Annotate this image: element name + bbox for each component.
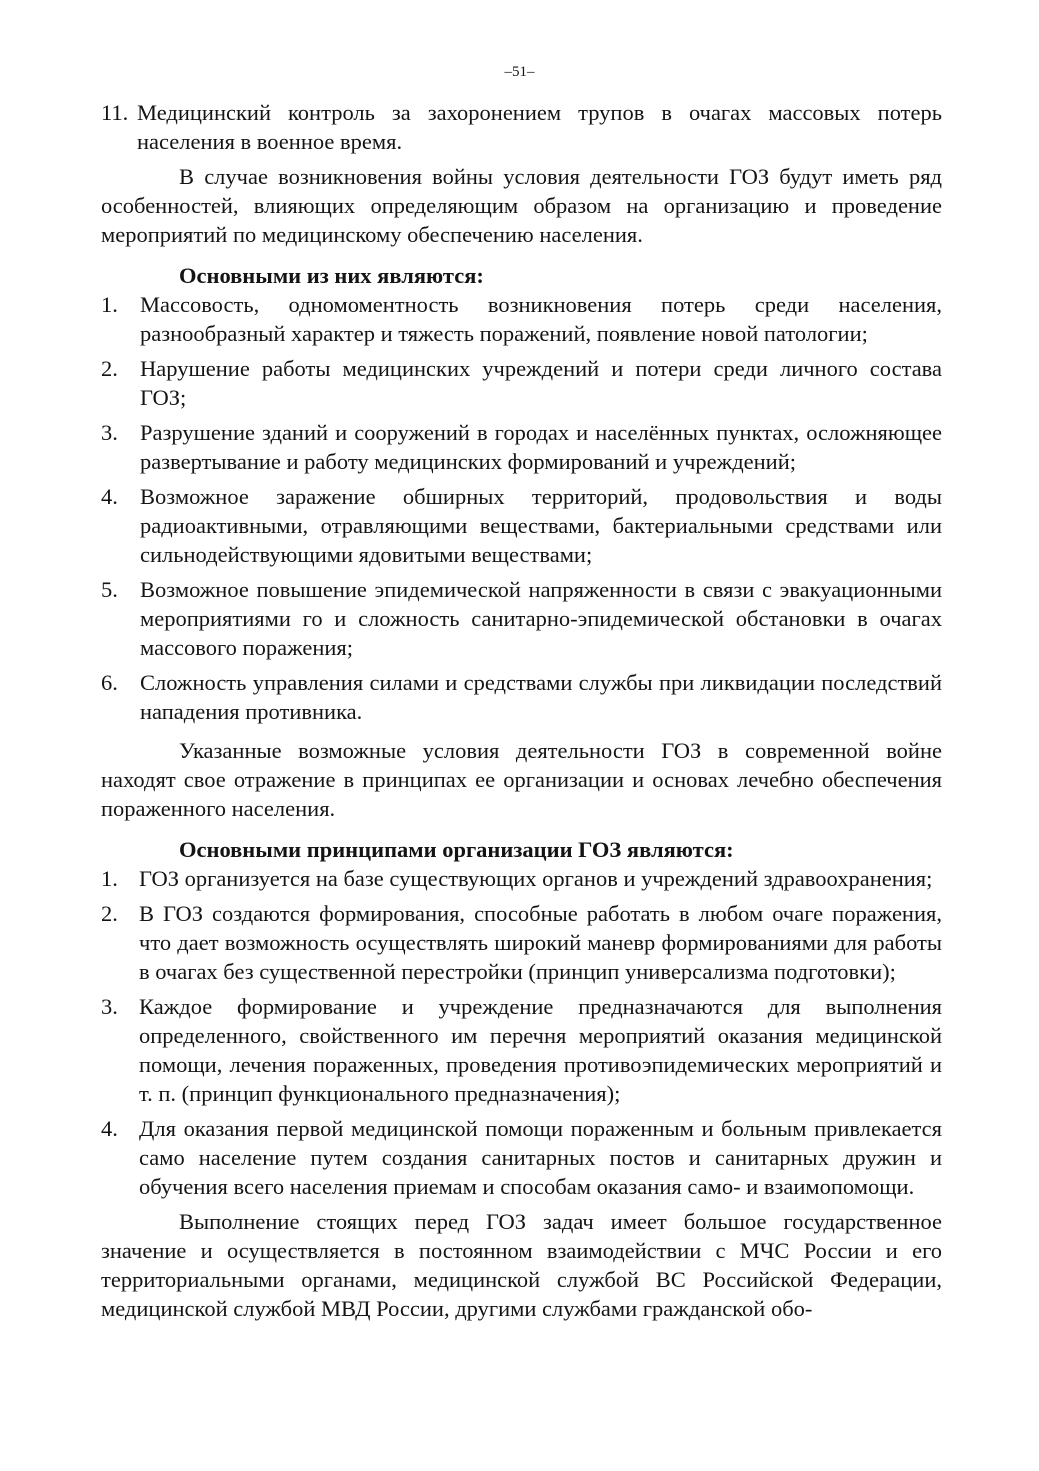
list-item xyxy=(101,864,942,893)
list-item xyxy=(101,1114,942,1201)
heading-organization-principles: Основными принципами организации ГОЗ являются: xyxy=(179,837,734,862)
list-item-number: 6. xyxy=(101,670,118,695)
list-item xyxy=(101,668,942,726)
list-item-11 xyxy=(101,98,942,156)
list-item-text: Медицинский контроль за захоронением трупов в очагах массовых потерь населения в военное время. xyxy=(137,100,942,154)
paragraph-tasks-interaction: Выполнение стоящих перед ГОЗ задач имеет большое государственное значение и осуществляется в постоянном взаимодействии с МЧС России и его территориальными органами, медицинской службой ВС Российской Федерации, медицинской службой МВД России, другими службами гражданской обо- xyxy=(101,1209,942,1321)
list-item-number: 4. xyxy=(101,484,118,509)
principles-list xyxy=(101,864,942,1201)
list-item-number: 11. xyxy=(101,100,129,125)
list-item xyxy=(101,354,942,412)
list-item xyxy=(101,899,942,986)
list-item xyxy=(101,575,942,662)
list-item-text: Возможное заражение обширных территорий, продовольствия и воды радиоактивными, отравляющими веществами, бактериальными средствами или сильнодействующими ядовитыми веществами; xyxy=(140,484,942,567)
paragraph-war-conditions: В случае возникновения войны условия деятельности ГОЗ будут иметь ряд особенностей, влияющих определяющим образом на организацию и проведение мероприятий по медицинскому обеспечению населения. xyxy=(101,164,942,247)
list-item-text: Нарушение работы медицинских учреждений и потери среди личного состава ГОЗ; xyxy=(140,356,942,410)
page-content xyxy=(101,98,942,1323)
list-item xyxy=(101,992,942,1108)
list-item xyxy=(101,482,942,569)
list-item-text: ГОЗ организуется на базе существующих органов и учреждений здравоохранения; xyxy=(139,866,933,891)
list-item xyxy=(101,418,942,476)
page-number: –51– xyxy=(504,64,535,80)
list-item-number: 1. xyxy=(101,866,118,891)
list-item-text: Разрушение зданий и сооружений в городах и населённых пунктах, осложняющее развертывание и работу медицинских формирований и учреждений; xyxy=(140,420,942,474)
list-item-number: 5. xyxy=(101,577,118,602)
list-item-text: Каждое формирование и учреждение предназначаются для выполнения определенного, свойственного им перечня мероприятий оказания медицинской помощи, лечения пораженных, проведения противоэпидемических мероприятий и т. п. (принцип функционального предназначения); xyxy=(139,994,942,1106)
list-item-number: 4. xyxy=(101,1116,118,1141)
list-item-number: 2. xyxy=(101,356,118,381)
list-item-text: Массовость, одномоментность возникновения потерь среди населения, разнообразный характер и тяжесть поражений, появление новой патологии; xyxy=(140,292,942,346)
list-item-number: 3. xyxy=(101,420,118,445)
heading-main-features: Основными из них являются: xyxy=(179,263,484,288)
features-list xyxy=(101,290,942,726)
list-item-number: 3. xyxy=(101,994,118,1019)
list-item-text: Для оказания первой медицинской помощи пораженным и больным привлекается само население путем создания санитарных постов и санитарных дружин и обучения всего населения приемам и способам оказания само- и взаимопомощи. xyxy=(139,1116,942,1199)
paragraph-conditions-reflection: Указанные возможные условия деятельности ГОЗ в современной войне находят свое отражение в принципах ее организации и основах лечебно обеспечения пораженного населения. xyxy=(101,738,942,821)
list-item-text: В ГОЗ создаются формирования, способные работать в любом очаге поражения, что дает возможность осуществлять широкий маневр формированиями для работы в очагах без существенной перестройки (принцип универсализма подготовки); xyxy=(139,901,942,984)
list-item-text: Сложность управления силами и средствами службы при ликвидации последствий нападения противника. xyxy=(140,670,942,724)
list-item xyxy=(101,290,942,348)
list-item-text: Возможное повышение эпидемической напряженности в связи с эвакуационными мероприятиями го и сложность санитарно-эпидемической обстановки в очагах массового поражения; xyxy=(140,577,942,660)
list-item-number: 2. xyxy=(101,901,118,926)
list-item-number: 1. xyxy=(101,292,118,317)
